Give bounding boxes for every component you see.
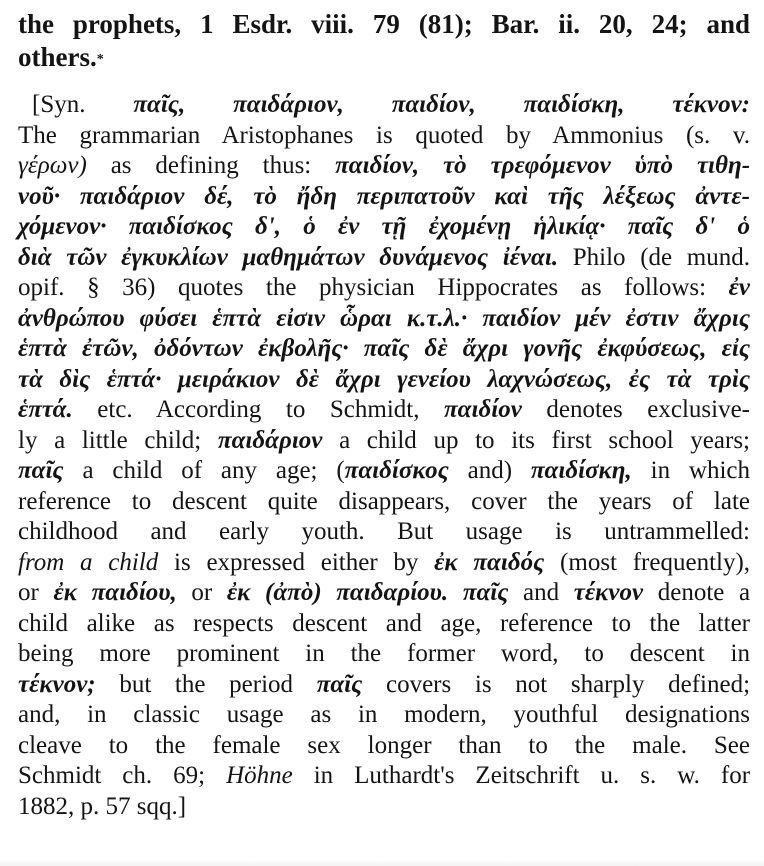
syn-line-3: γέρων) as defining thus: παιδίον, τὸ τρεφόμενον ὑπὸ τιθη-	[18, 152, 751, 179]
footnote-marker: *	[96, 52, 104, 67]
syn-line-8: ἀνθρώπου φύσει ἑπτὰ εἰσιν ὧραι κ.τ.λ.· παιδίον μέν ἐστιν ἄχρις	[18, 304, 750, 332]
syn-line-7: opif. § 36) quotes the physician Hippocrates as follows: ἐν	[18, 274, 750, 301]
syn-line-16: from a child is expressed either by ἐκ παιδός (most frequently),	[18, 548, 751, 576]
syn-line-1: [Syn. παῖς, παιδάριον, παιδίον, παιδίσκη, τέκνον:	[32, 91, 750, 118]
syn-line-22: cleave to the female sex longer than to the male. See	[18, 731, 750, 759]
syn-line-2: The grammarian Aristophanes is quoted by Ammonius (s. v.	[18, 121, 750, 149]
syn-line-9: ἑπτὰ ἐτῶν, ὀδόντων ἐκβολῆς· παῖς δὲ ἄχρι γονῆς ἐκφύσεως, εἰς	[18, 335, 750, 362]
page-bottom-edge	[0, 858, 764, 866]
syn-line-23: Schmidt ch. 69; Höhne in Luthardt's Zeitschrift u. s. w. for	[18, 762, 751, 789]
syn-line-6: διὰ τῶν ἐγκυκλίων μαθημάτων δυνάμενος ἰέναι. Philo (de mund.	[18, 243, 750, 271]
syn-line-14: reference to descent quite disappears, cover the years of late	[18, 487, 750, 515]
intro-line-2: others.*	[18, 42, 104, 72]
syn-line-18: child alike as respects descent and age, reference to the latter	[18, 609, 750, 637]
syn-line-4: νοῦ· παιδάριον δέ, τὸ ἤδη περιπατοῦν καὶ τῆς λέξεως ἀντε-	[18, 182, 750, 210]
syn-line-17: or ἐκ παιδίου, or ἐκ (ἀπὸ) παιδαρίου. παῖς and τέκνον denote a	[18, 579, 751, 606]
syn-line-21: and, in classic usage as in modern, youthful designations	[18, 701, 750, 728]
syn-line-24: 1882, p. 57 sqq.]	[18, 792, 187, 820]
syn-line-13: παῖς a child of any age; (παιδίσκος and) παιδίσκη, in which	[18, 457, 751, 484]
syn-line-10: τὰ δὶς ἑπτά· μειράκιον δὲ ἄχρι γενείου λαχνώσεως, ἐς τὰ τρὶς	[18, 365, 750, 393]
syn-line-12: ly a little child; παιδάριον a child up to its first school years;	[18, 426, 751, 454]
syn-line-19: being more prominent in the former word, to descent in	[18, 640, 750, 667]
synonyms-paragraph	[18, 90, 754, 822]
syn-line-11: ἑπτά. etc. According to Schmidt, παιδίον denotes exclusive-	[18, 396, 751, 423]
syn-line-15: childhood and early youth. But usage is untrammelled:	[18, 518, 750, 545]
document-page	[18, 8, 754, 822]
syn-line-20: τέκνον; but the period παῖς covers is not sharply defined;	[18, 670, 751, 698]
syn-line-5: χόμενον· παιδίσκος δ', ὁ ἐν τῇ ἐχομένῃ ἡλικίᾳ· παῖς δ' ὁ	[18, 213, 750, 240]
intro-line-1: the prophets, 1 Esdr. viii. 79 (81); Bar. ii. 20, 24; and	[18, 9, 750, 39]
